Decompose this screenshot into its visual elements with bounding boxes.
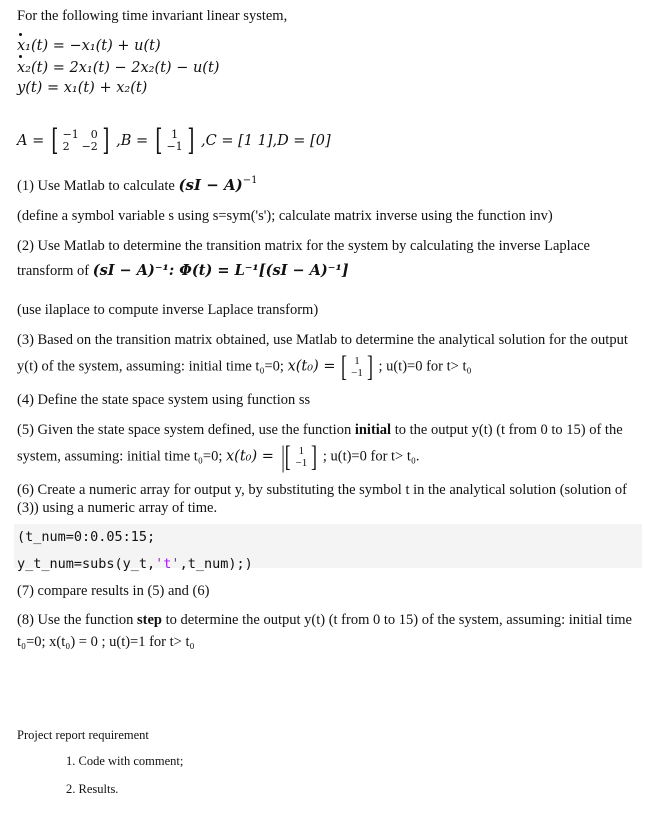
matrix-a: [ −1 0 2 −2 ] xyxy=(51,123,110,158)
derivative-dot-2 xyxy=(19,55,22,58)
code-line-2 xyxy=(17,556,253,572)
question-3-x0: x(t₀) = xyxy=(287,358,336,375)
matrix-b-label: ,B = xyxy=(116,133,149,149)
question-1 xyxy=(17,175,258,195)
question-2-prefix: transform of xyxy=(17,263,90,279)
matrix-c-d: ,C = [1 1],D = [0] xyxy=(201,133,331,149)
question-5-function: initial xyxy=(354,422,392,438)
derivative-dot-1 xyxy=(19,33,22,36)
question-5-text-a: (5) Given the state space system defined, use the function xyxy=(17,422,352,438)
question-5-text-b: to the output y(t) (t from 0 to 15) of the xyxy=(394,422,623,438)
matrix-b-cell: −1 xyxy=(166,140,183,153)
code-line-2-b: ,t_num);) xyxy=(179,556,253,572)
question-3-prefix: y(t) of the system, assuming: initial time t₀=0; xyxy=(17,358,284,375)
question-3-line-1: (3) Based on the transition matrix obtained, use Matlab to determine the analytical solution for the output xyxy=(17,332,628,348)
question-5-x0: x(t₀) = xyxy=(225,448,274,465)
matrix-a-cell: 2 xyxy=(62,140,70,153)
question-4: (4) Define the state space system using function ss xyxy=(17,392,311,408)
question-3-suffix: ; u(t)=0 for t> t₀ xyxy=(378,358,472,375)
question-5-line-1 xyxy=(17,422,623,439)
question-7: (7) compare results in (5) and (6) xyxy=(17,583,210,599)
matrix-a-cell: −1 xyxy=(62,128,79,141)
vector-cell: −1 xyxy=(351,367,363,379)
equation-2: x₂(t) = 2x₁(t) − 2x₂(t) − u(t) xyxy=(17,60,220,76)
question-8-text-b: to determine the output y(t) (t from 0 to 15) of the system, assuming: initial time xyxy=(165,612,632,628)
system-matrices xyxy=(17,123,331,158)
initial-state-vector-3: [ 1 −1 ] xyxy=(341,350,373,383)
question-2-math: (sI − A)⁻¹: Φ(t) = L⁻¹[(sI − A)⁻¹] xyxy=(92,262,349,279)
question-5-suffix: ; u(t)=0 for t> t₀. xyxy=(322,448,420,465)
matrix-b: [ 1 −1 ] xyxy=(155,123,195,158)
question-2-note: (use ilaplace to compute inverse Laplace transform) xyxy=(17,302,319,318)
question-2-line-2 xyxy=(17,262,349,280)
matrix-a-label: A = xyxy=(17,133,45,149)
question-5-line-2 xyxy=(17,442,420,472)
equation-1: x₁(t) = −x₁(t) + u(t) xyxy=(17,38,161,54)
question-3-line-2 xyxy=(17,352,472,382)
code-line-2-a: y_t_num=subs(y_t, xyxy=(17,556,156,572)
question-1-text: (1) Use Matlab to calculate xyxy=(17,178,175,194)
question-5-prefix: system, assuming: initial time t₀=0; xyxy=(17,448,223,465)
vector-cell: 1 xyxy=(298,445,305,457)
vector-cell: 1 xyxy=(354,355,360,367)
question-2-line-1: (2) Use Matlab to determine the transition matrix for the system by calculating the inverse Laplace xyxy=(17,238,590,254)
matrix-a-cell: −2 xyxy=(81,140,98,153)
report-list-item: 2. Results. xyxy=(66,782,119,796)
initial-state-vector-5: |[ 1 −1 ] xyxy=(280,440,318,473)
question-8-function: step xyxy=(137,612,162,628)
matrix-a-cell: 0 xyxy=(90,128,98,141)
question-8-line-1 xyxy=(17,612,632,629)
question-8-line-2: t₀=0; x(t₀) = 0 ; u(t)=1 for t> t₀ xyxy=(17,634,195,650)
question-6-line-1: (6) Create a numeric array for output y, by substituting the symbol t in the analytical solution (solution of xyxy=(17,482,627,498)
report-title: Project report requirement xyxy=(17,728,149,742)
question-1-note: (define a symbol variable s using s=sym('s'); calculate matrix inverse using the function inv) xyxy=(17,208,553,224)
question-1-sup: −1 xyxy=(242,175,258,186)
question-8-text-a: (8) Use the function xyxy=(17,612,134,628)
code-line-2-string: 't' xyxy=(155,556,180,572)
code-line-1: (t_num=0:0.05:15; xyxy=(17,529,156,545)
report-list-item: 1. Code with comment; xyxy=(66,754,184,768)
equation-3: y(t) = x₁(t) + x₂(t) xyxy=(17,80,148,96)
question-1-math: (sI − A) xyxy=(178,176,243,194)
matrix-b-cell: 1 xyxy=(171,128,179,141)
vector-cell: −1 xyxy=(295,457,308,469)
intro-text: For the following time invariant linear system, xyxy=(17,8,288,24)
question-6-line-2: (3)) using a numeric array of time. xyxy=(17,500,218,516)
